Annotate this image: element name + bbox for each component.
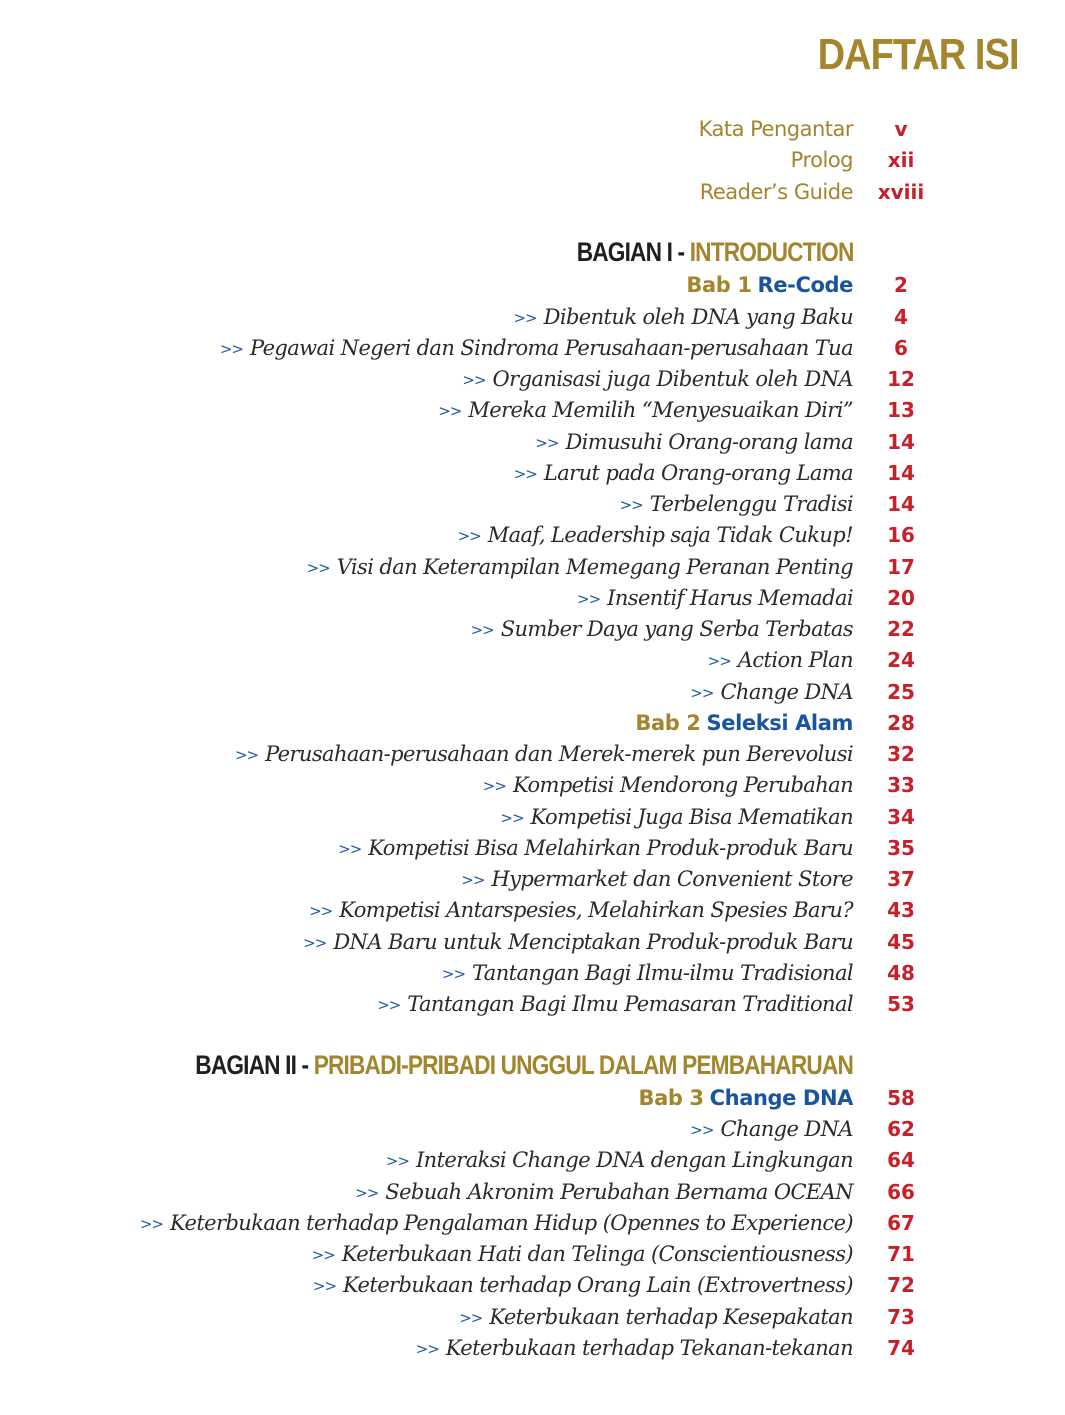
arrow-icon: >> xyxy=(459,1309,483,1327)
toc-entry-label: Action Plan xyxy=(737,648,853,672)
toc-entry-label: Sebuah Akronim Perubahan Bernama OCEAN xyxy=(385,1180,853,1204)
toc-entry-label: Dibentuk oleh DNA yang Baku xyxy=(543,305,853,329)
part-name: INTRODUCTION xyxy=(689,237,853,267)
arrow-icon: >> xyxy=(619,496,643,514)
toc-entry-label: Perusahaan-perusahaan dan Merek-merek pun Berevolusi xyxy=(265,742,853,766)
toc-page-number: 20 xyxy=(887,586,915,610)
toc-entry-label: Kompetisi Antarspesies, Melahirkan Spesies Baru? xyxy=(339,898,853,922)
toc-entry-label: Tantangan Bagi Ilmu Pemasaran Traditional xyxy=(407,992,853,1016)
toc-entry[interactable] xyxy=(0,333,1065,364)
toc-entry-label: Mereka Memilih “Menyesuaikan Diri” xyxy=(468,398,853,422)
toc-entry[interactable] xyxy=(0,1177,1065,1208)
toc-entry[interactable] xyxy=(0,958,1065,989)
toc-page-number: 62 xyxy=(887,1117,915,1141)
toc-entry-label: Keterbukaan terhadap Kesepakatan xyxy=(489,1305,853,1329)
toc-page-number: 45 xyxy=(887,930,915,954)
toc-page-number: 43 xyxy=(887,898,915,922)
toc-entry-label: Kompetisi Mendorong Perubahan xyxy=(512,773,853,797)
arrow-icon: >> xyxy=(438,402,462,420)
toc-entry-label: Kompetisi Bisa Melahirkan Produk-produk Baru xyxy=(368,836,853,860)
toc-page-number: 71 xyxy=(887,1242,915,1266)
toc-entry[interactable] xyxy=(0,302,1065,333)
toc-entry-label: Terbelenggu Tradisi xyxy=(649,492,853,516)
arrow-icon: >> xyxy=(690,684,714,702)
toc-page-number: 16 xyxy=(887,523,915,547)
toc-entry[interactable] xyxy=(0,520,1065,551)
toc-page-number: 14 xyxy=(887,430,915,454)
toc-entry[interactable] xyxy=(0,395,1065,426)
toc-entry-label: Keterbukaan terhadap Orang Lain (Extrovertness) xyxy=(343,1273,853,1297)
toc-page-number: 64 xyxy=(887,1148,915,1172)
arrow-icon: >> xyxy=(707,652,731,670)
chapter-number: Bab 2 xyxy=(635,711,701,735)
toc-entry-label: Pegawai Negeri dan Sindroma Perusahaan-perusahaan Tua xyxy=(250,336,853,360)
toc-page-number: 14 xyxy=(887,461,915,485)
toc-entry-prolog[interactable] xyxy=(0,145,1065,176)
toc-entry[interactable] xyxy=(0,489,1065,520)
arrow-icon: >> xyxy=(309,902,333,920)
toc-entry[interactable] xyxy=(0,802,1065,833)
toc-entry[interactable] xyxy=(0,1208,1065,1239)
chapter-entry-bab-1[interactable] xyxy=(0,270,1065,301)
toc-page-number: 66 xyxy=(887,1180,915,1204)
chapter-entry-bab-2[interactable] xyxy=(0,708,1065,739)
toc-entry[interactable] xyxy=(0,583,1065,614)
arrow-icon: >> xyxy=(462,371,486,389)
toc-page-number: 2 xyxy=(894,273,908,297)
toc-page-number: 14 xyxy=(887,492,915,516)
toc-entry-label: Organisasi juga Dibentuk oleh DNA xyxy=(492,367,853,391)
toc-page-number: 28 xyxy=(887,711,915,735)
toc-entry[interactable] xyxy=(0,989,1065,1020)
toc-entry-label: Change DNA xyxy=(720,1117,853,1141)
toc-entry-label: Insentif Harus Memadai xyxy=(607,586,853,610)
toc-entry[interactable] xyxy=(0,833,1065,864)
toc-entry-kata-pengantar[interactable] xyxy=(0,114,1065,145)
toc-entry-label: Larut pada Orang-orang Lama xyxy=(543,461,853,485)
toc-entry-label: Tantangan Bagi Ilmu-ilmu Tradisional xyxy=(472,961,853,985)
toc-entry[interactable] xyxy=(0,614,1065,645)
toc-entry[interactable] xyxy=(0,927,1065,958)
toc-entry-label: Change DNA xyxy=(720,680,853,704)
toc-entry-label: Visi dan Keterampilan Memegang Peranan Penting xyxy=(336,555,853,579)
toc-entry[interactable] xyxy=(0,552,1065,583)
toc-page-number: 25 xyxy=(887,680,915,704)
toc-page-number: 33 xyxy=(887,773,915,797)
chapter-number: Bab 1 xyxy=(686,273,752,297)
arrow-icon: >> xyxy=(461,871,485,889)
toc-entry-label: Dimusuhi Orang-orang lama xyxy=(565,430,853,454)
toc-page-number: 58 xyxy=(887,1086,915,1110)
toc-entry-label: Keterbukaan Hati dan Telinga (Conscientiousness) xyxy=(341,1242,853,1266)
toc-page-number: 37 xyxy=(887,867,915,891)
chapter-title: Re-Code xyxy=(757,273,853,297)
toc-entry[interactable] xyxy=(0,364,1065,395)
toc-entry[interactable] xyxy=(0,677,1065,708)
toc-page-number: 4 xyxy=(894,305,908,329)
toc-entry[interactable] xyxy=(0,1114,1065,1145)
arrow-icon: >> xyxy=(535,434,559,452)
arrow-icon: >> xyxy=(234,746,259,764)
toc-entry[interactable] xyxy=(0,770,1065,801)
arrow-icon: >> xyxy=(219,340,243,358)
toc-page-number: 67 xyxy=(887,1211,915,1235)
toc-page-number: xii xyxy=(887,148,915,172)
arrow-icon: >> xyxy=(500,809,524,827)
toc-page-number: 13 xyxy=(887,398,915,422)
part-prefix: BAGIAN II - xyxy=(195,1050,309,1080)
arrow-icon: >> xyxy=(482,777,506,795)
arrow-icon: >> xyxy=(513,309,537,327)
chapter-number: Bab 3 xyxy=(638,1086,704,1110)
toc-entry[interactable] xyxy=(0,739,1065,770)
arrow-icon: >> xyxy=(377,996,401,1014)
arrow-icon: >> xyxy=(513,465,537,483)
toc-page-number: 24 xyxy=(887,648,915,672)
toc-entry[interactable] xyxy=(0,1239,1065,1270)
arrow-icon: >> xyxy=(470,621,494,639)
part-heading-1 xyxy=(576,235,853,269)
chapter-title: Seleksi Alam xyxy=(706,711,853,735)
arrow-icon: >> xyxy=(415,1340,439,1358)
part-prefix: BAGIAN I - xyxy=(576,237,684,267)
toc-page-number: 12 xyxy=(887,367,915,391)
toc-page-number: 73 xyxy=(887,1305,915,1329)
chapter-title: Change DNA xyxy=(709,1086,853,1110)
arrow-icon: >> xyxy=(577,590,601,608)
toc-page-number: 74 xyxy=(887,1336,915,1360)
part-heading-2 xyxy=(195,1048,853,1082)
arrow-icon: >> xyxy=(457,527,481,545)
toc-page-number: v xyxy=(894,117,908,141)
toc-entry[interactable] xyxy=(0,1333,1065,1364)
toc-page-number: 53 xyxy=(887,992,915,1016)
toc-entry-label: DNA Baru untuk Menciptakan Produk-produk Baru xyxy=(333,930,853,954)
part-name: PRIBADI-PRIBADI UNGGUL DALAM PEMBAHARUAN xyxy=(313,1050,853,1080)
toc-entry[interactable] xyxy=(0,1302,1065,1333)
toc-page-number: 72 xyxy=(887,1273,915,1297)
toc-page-number: 6 xyxy=(894,336,908,360)
arrow-icon: >> xyxy=(385,1152,409,1170)
arrow-icon: >> xyxy=(306,559,330,577)
toc-page-number: 32 xyxy=(887,742,915,766)
toc-entry[interactable] xyxy=(0,895,1065,926)
chapter-entry-bab-3[interactable] xyxy=(0,1083,1065,1114)
toc-entry[interactable] xyxy=(0,645,1065,676)
toc-page-number: 34 xyxy=(887,805,915,829)
toc-entry-label: Sumber Daya yang Serba Terbatas xyxy=(500,617,853,641)
arrow-icon: >> xyxy=(303,934,327,952)
arrow-icon: >> xyxy=(355,1184,379,1202)
arrow-icon: >> xyxy=(690,1121,714,1139)
arrow-icon: >> xyxy=(441,965,466,983)
toc-entry-label: Reader’s Guide xyxy=(699,180,853,204)
arrow-icon: >> xyxy=(338,840,362,858)
toc-entry-label: Maaf, Leadership saja Tidak Cukup! xyxy=(487,523,853,547)
toc-entry-label: Interaksi Change DNA dengan Lingkungan xyxy=(415,1148,853,1172)
toc-entry[interactable] xyxy=(0,427,1065,458)
toc-entry-readers-guide[interactable] xyxy=(0,177,1065,208)
toc-entry-label: Keterbukaan terhadap Pengalaman Hidup (Opennes to Experience) xyxy=(169,1211,853,1235)
toc-entry-label: Prolog xyxy=(790,148,853,172)
arrow-icon: >> xyxy=(311,1246,335,1264)
toc-entry[interactable] xyxy=(0,1270,1065,1301)
toc-page-number: xviii xyxy=(877,180,925,204)
toc-entry-label: Hypermarket dan Convenient Store xyxy=(491,867,853,891)
toc-entry[interactable] xyxy=(0,1145,1065,1176)
arrow-icon: >> xyxy=(139,1215,163,1233)
arrow-icon: >> xyxy=(312,1277,337,1295)
toc-page-number: 17 xyxy=(887,555,915,579)
toc-entry-label: Keterbukaan terhadap Tekanan-tekanan xyxy=(445,1336,853,1360)
page-title: DAFTAR ISI xyxy=(818,30,1019,79)
toc-entry-label: Kompetisi Juga Bisa Mematikan xyxy=(530,805,853,829)
toc-page-number: 48 xyxy=(887,961,915,985)
toc-page-number: 22 xyxy=(887,617,915,641)
toc-entry[interactable] xyxy=(0,458,1065,489)
toc-page-number: 35 xyxy=(887,836,915,860)
toc-entry-label: Kata Pengantar xyxy=(698,117,853,141)
toc-entry[interactable] xyxy=(0,864,1065,895)
